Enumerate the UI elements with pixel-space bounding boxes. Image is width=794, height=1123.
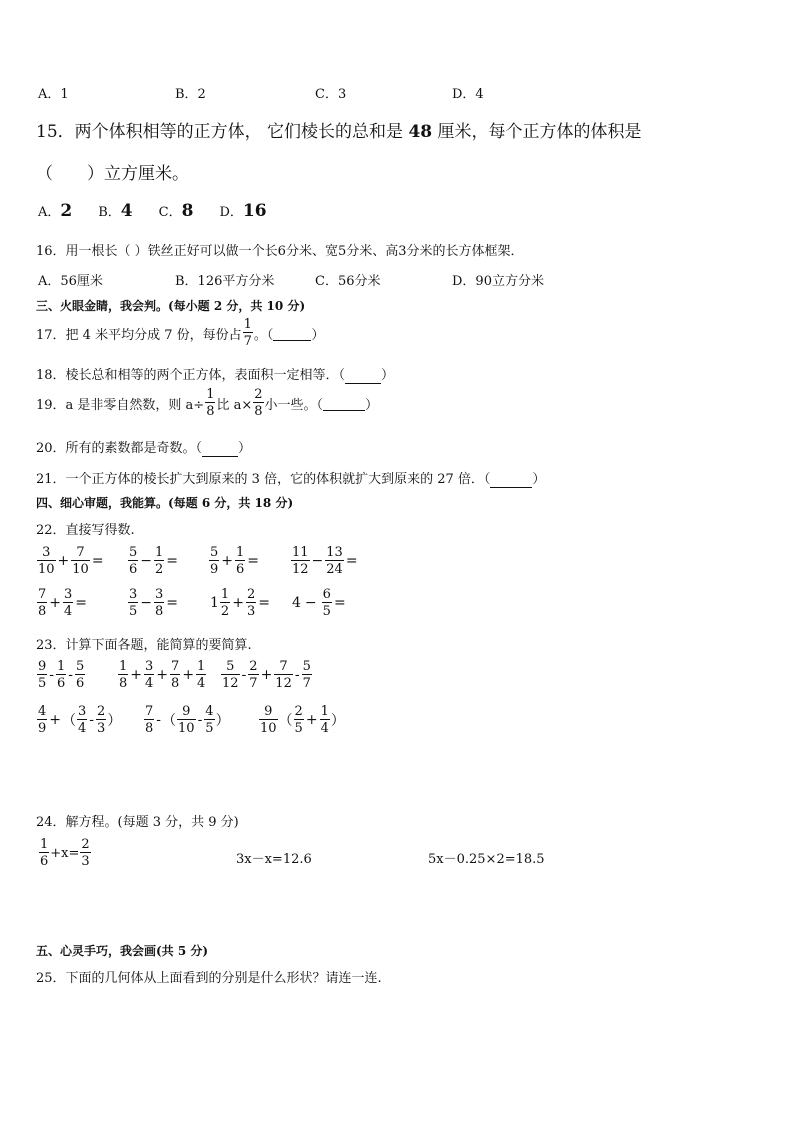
denominator: 3 (97, 721, 106, 736)
numerator: 1 (243, 317, 252, 332)
right-paren: ） (215, 713, 230, 729)
section-3-heading: 三、火眼金睛，我会判。(每小题 2 分，共 10 分) (36, 299, 306, 313)
numerator: 1 (236, 545, 245, 560)
numerator: 2 (249, 659, 258, 674)
fraction (170, 660, 180, 690)
fraction (128, 546, 138, 576)
numerator: 7 (171, 659, 180, 674)
answer-blank[interactable] (202, 441, 238, 457)
q23-title: 23．计算下面各题，能简算的要简算. (36, 638, 252, 653)
fraction (196, 660, 206, 690)
numerator: 5 (129, 545, 138, 560)
fraction (37, 546, 56, 576)
fraction (144, 705, 154, 735)
operator: + (130, 667, 143, 683)
fraction (77, 705, 87, 735)
numerator: 2 (246, 587, 256, 602)
operator: - (197, 712, 203, 728)
answer-blank[interactable] (345, 368, 381, 384)
denominator: 4 (64, 604, 73, 619)
q19-text-mid: 比 a× (216, 397, 253, 413)
denominator: 8 (206, 404, 215, 419)
q21-paren-close: ） (532, 472, 546, 487)
fraction (320, 705, 330, 735)
q16-option-c: C．56分米 (315, 274, 381, 289)
q22-expression-8 (292, 588, 347, 618)
q23-expression-1 (36, 660, 86, 690)
fraction (246, 588, 256, 618)
q14-option-c: C．3 (315, 87, 347, 102)
numerator: 9 (264, 704, 273, 719)
q22-title: 22．直接写得数. (36, 523, 135, 538)
q17-paren-open: 。（ (253, 327, 274, 343)
fraction (75, 660, 85, 690)
fraction (37, 660, 47, 690)
numerator: 2 (254, 387, 263, 402)
q15-option-c-letter: C． (158, 205, 182, 220)
operator: - (89, 712, 95, 728)
denominator: 5 (322, 604, 331, 619)
fraction (118, 660, 128, 690)
denominator: 3 (81, 854, 90, 869)
denominator: 10 (72, 562, 89, 577)
q20-paren-close: ） (238, 441, 252, 456)
numerator: 9 (38, 659, 47, 674)
q19-paren-close: ） (365, 397, 379, 413)
numerator: 4 (38, 704, 47, 719)
numerator: 6 (322, 587, 331, 602)
equals-sign: = (345, 553, 358, 569)
fraction (322, 588, 332, 618)
equals-sign: = (166, 595, 179, 611)
fraction (221, 660, 240, 690)
denominator: 8 (119, 676, 128, 691)
numerator: 1 (155, 545, 164, 560)
denominator: 24 (326, 562, 343, 577)
numerator: 2 (81, 837, 90, 852)
q22-expression-5 (36, 588, 88, 618)
denominator: 6 (129, 562, 138, 577)
denominator: 9 (210, 562, 219, 577)
fraction (128, 588, 138, 618)
q14-option-d: D．4 (452, 87, 484, 102)
numerator: 7 (38, 587, 47, 602)
denominator: 12 (222, 676, 239, 691)
q24-equation-2: 3x－x=12.6 (236, 852, 312, 867)
denominator: 4 (145, 676, 154, 691)
denominator: 5 (38, 676, 47, 691)
answer-blank[interactable] (273, 325, 311, 341)
q15-option-d-letter: D． (219, 205, 243, 220)
q16-option-a: A．56厘米 (38, 274, 103, 289)
q15-text-part2: 厘米，每个正方体的体积是 (432, 122, 642, 142)
q25-question: 25．下面的几何体从上面看到的分别是什么形状？请连一连. (36, 971, 382, 986)
q22-expression-2 (127, 546, 179, 576)
q17-question (36, 318, 324, 348)
numerator: 1 (220, 587, 230, 602)
q17-text: 17．把 4 米平均分成 7 份，每份占 (36, 327, 242, 343)
q22-expression-6 (127, 588, 179, 618)
section-5-heading: 五、心灵手巧，我会画(共 5 分) (36, 944, 209, 958)
numerator: 11 (292, 545, 309, 560)
denominator: 6 (76, 676, 85, 691)
fraction (177, 705, 196, 735)
q15-question (36, 117, 642, 142)
denominator: 12 (292, 562, 309, 577)
numerator: 5 (210, 545, 219, 560)
q23-expression-5 (143, 705, 230, 735)
fraction (220, 588, 230, 618)
denominator: 2 (155, 562, 164, 577)
whole-number: 4 (292, 595, 301, 611)
denominator: 4 (197, 676, 206, 691)
q21-text: 21．一个正方体的棱长扩大到原来的 3 倍，它的体积就扩大到原来的 27 倍．（ (36, 472, 491, 487)
fraction (209, 546, 219, 576)
fraction (63, 588, 73, 618)
q18-text: 18．棱长总和相等的两个正方体，表面积一定相等．（ (36, 368, 346, 383)
answer-blank[interactable] (323, 395, 365, 411)
q16-option-b: B．126平方分米 (175, 274, 275, 289)
operator: + (57, 553, 70, 569)
q22-expression-7 (210, 588, 271, 618)
denominator: 10 (178, 721, 195, 736)
right-paren: ） (107, 713, 122, 729)
numerator: 5 (76, 659, 85, 674)
numerator: 3 (64, 587, 73, 602)
operator: − (140, 595, 153, 611)
numerator: 3 (78, 704, 87, 719)
equals-sign: = (75, 595, 88, 611)
operator: - (156, 712, 162, 728)
operator: + (232, 595, 244, 611)
q23-expression-3 (220, 660, 313, 690)
denominator: 9 (38, 721, 47, 736)
numerator: 7 (145, 704, 154, 719)
denominator: 6 (57, 676, 66, 691)
operator: − (311, 553, 324, 569)
q15-text-part1: 15．两个体积相等的正方体， 它们棱长的总和是 (36, 122, 409, 142)
q15-option-b-value: 4 (120, 201, 133, 221)
fraction (259, 705, 278, 735)
denominator: 10 (260, 721, 277, 736)
denominator: 8 (254, 404, 263, 419)
equals-sign: = (258, 595, 270, 611)
denominator: 8 (155, 604, 164, 619)
fraction (154, 546, 164, 576)
q19-fraction-2 (253, 388, 263, 418)
operator: - (241, 667, 247, 683)
equals-sign: = (166, 553, 179, 569)
denominator: 8 (171, 676, 180, 691)
q14-option-b: B．2 (175, 87, 206, 102)
q15-option-a-value: 2 (60, 201, 73, 221)
operator: + (260, 667, 273, 683)
numerator: 4 (205, 704, 214, 719)
whole-number: 1 (210, 595, 219, 611)
denominator: 4 (320, 721, 329, 736)
q23-expression-6 (258, 705, 345, 735)
denominator: 5 (205, 721, 214, 736)
equation-middle: +x= (50, 845, 80, 861)
numerator: 1 (206, 387, 215, 402)
answer-blank[interactable] (490, 472, 532, 488)
denominator: 7 (249, 676, 258, 691)
numerator: 7 (76, 545, 85, 560)
left-paren: （ (62, 713, 77, 729)
section-4-heading: 四、细心审题，我能算。(每题 6 分，共 18 分) (36, 496, 294, 510)
numerator: 3 (155, 587, 164, 602)
numerator: 9 (182, 704, 191, 719)
fraction (291, 546, 310, 576)
q21-question (36, 468, 545, 488)
numerator: 3 (129, 587, 138, 602)
left-paren: （ (162, 713, 177, 729)
numerator: 1 (119, 659, 128, 674)
numerator: 5 (302, 659, 311, 674)
q14-option-a: A．1 (38, 87, 69, 102)
q23-expression-2 (117, 660, 207, 690)
equals-sign: = (91, 553, 104, 569)
denominator: 7 (302, 676, 311, 691)
q24-equation-3: 5x－0.25×2=18.5 (428, 852, 545, 867)
q16-option-d: D．90立方分米 (452, 274, 544, 289)
fraction (325, 546, 344, 576)
denominator: 5 (129, 604, 138, 619)
denominator: 10 (38, 562, 55, 577)
numerator: 2 (97, 704, 106, 719)
denominator: 8 (38, 604, 47, 619)
operator: + (221, 553, 234, 569)
operator: + (305, 712, 318, 728)
operator: + (182, 667, 195, 683)
q15-options (38, 201, 267, 221)
numerator: 13 (326, 545, 343, 560)
q20-question (36, 437, 251, 457)
q15-option-b-letter: B． (98, 205, 121, 220)
q15-option-c-value: 8 (181, 201, 194, 221)
q18-question (36, 364, 394, 384)
numerator: 7 (279, 659, 288, 674)
fraction (302, 660, 312, 690)
denominator: 2 (220, 604, 230, 619)
q20-text: 20．所有的素数都是奇数。（ (36, 441, 203, 456)
denominator: 5 (294, 721, 303, 736)
equals-sign: = (333, 595, 346, 611)
fraction (39, 838, 49, 868)
fraction (37, 705, 47, 735)
q19-text-pre: 19．a 是非零自然数，则 a÷ (36, 397, 205, 413)
numerator: 3 (42, 545, 51, 560)
denominator: 6 (40, 854, 49, 869)
right-paren: ） (330, 713, 345, 729)
q15-option-a-letter: A． (38, 205, 61, 220)
denominator: 6 (236, 562, 245, 577)
operator: − (140, 553, 153, 569)
numerator: 1 (40, 837, 49, 852)
fraction (204, 705, 214, 735)
q15-line2: （ ）立方厘米。 (36, 164, 189, 184)
fraction (37, 588, 47, 618)
numerator: 3 (145, 659, 154, 674)
q17-paren-close: ） (311, 327, 325, 343)
left-paren: （ (278, 713, 293, 729)
operator: − (304, 595, 317, 611)
equals-sign: = (247, 553, 260, 569)
denominator: 8 (145, 721, 154, 736)
q24-title: 24．解方程。(每题 3 分，共 9 分) (36, 815, 239, 830)
numerator: 1 (320, 704, 329, 719)
q19-text-post: 小一些。（ (264, 397, 324, 413)
numerator: 2 (294, 704, 303, 719)
operator: + (49, 712, 62, 728)
denominator: 12 (275, 676, 292, 691)
denominator: 3 (246, 604, 256, 619)
q18-paren-close: ） (381, 368, 395, 383)
numerator: 5 (226, 659, 235, 674)
operator: - (294, 667, 300, 683)
fraction (80, 838, 90, 868)
fraction (235, 546, 245, 576)
fraction (96, 705, 106, 735)
q19-question (36, 388, 378, 418)
fraction (274, 660, 293, 690)
operator: + (156, 667, 169, 683)
fraction (71, 546, 90, 576)
q17-fraction (243, 318, 253, 348)
denominator: 7 (243, 334, 252, 349)
fraction (56, 660, 66, 690)
q22-expression-3 (208, 546, 260, 576)
fraction (248, 660, 258, 690)
q19-fraction-1 (205, 388, 215, 418)
operator: - (68, 667, 74, 683)
numerator: 1 (197, 659, 206, 674)
q22-expression-1 (36, 546, 105, 576)
q23-expression-4 (36, 705, 121, 735)
operator: + (49, 595, 62, 611)
fraction (144, 660, 154, 690)
q15-number: 48 (408, 122, 433, 142)
q24-equation-1 (38, 838, 92, 868)
q22-expression-4 (290, 546, 359, 576)
q16-question: 16．用一根长（ ）铁丝正好可以做一个长6分米、宽5分米、高3分米的长方体框架． (36, 244, 524, 259)
q15-option-d-value: 16 (242, 201, 267, 221)
numerator: 1 (57, 659, 66, 674)
fraction (154, 588, 164, 618)
denominator: 4 (78, 721, 87, 736)
operator: - (49, 667, 55, 683)
fraction (294, 705, 304, 735)
